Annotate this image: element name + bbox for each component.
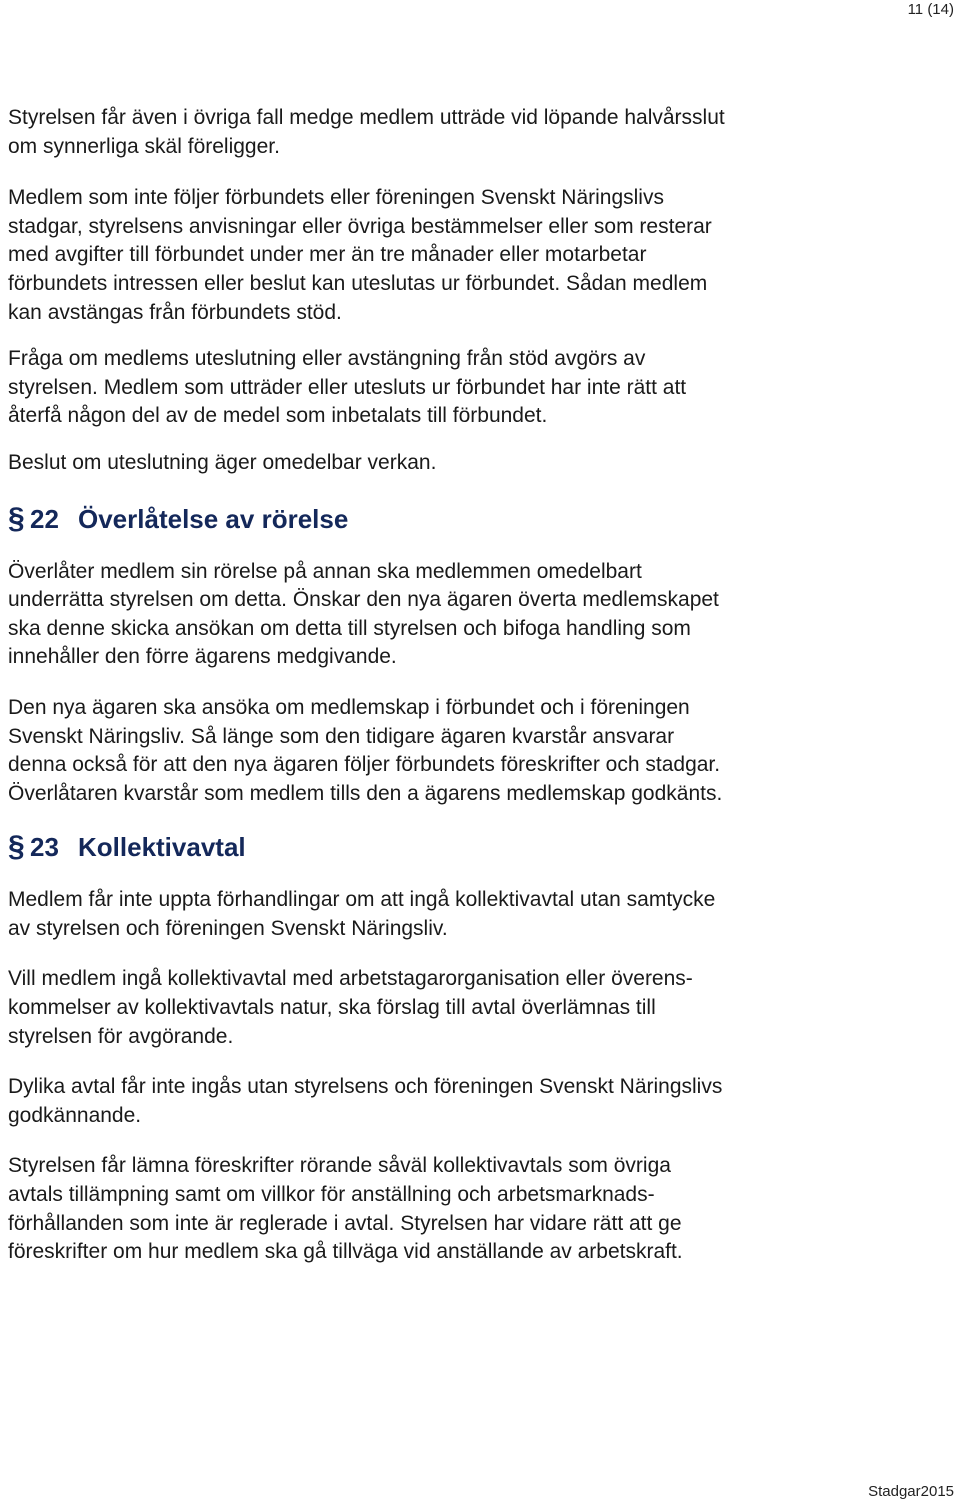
intro-section — [8, 104, 948, 478]
section-heading — [8, 502, 948, 536]
section-number: 23 — [30, 832, 59, 863]
section-number: 22 — [30, 503, 59, 534]
paragraph: Dylika avtal får inte ingås utan styrelsens och föreningen Svenskt Näringslivs godkännande. — [8, 1075, 723, 1127]
paragraph: Den nya ägaren ska ansöka om medlemskap i förbundet och i föreningen Svenskt Näringsliv. Så länge som den tidigare ägaren kvarstår ansvarar denna också för att den nya ägaren följer förbundets föreskrifter och stadgar. Överlåtaren kvarstår som medlem tills den a ägarens medlemskap godkänts. — [8, 695, 723, 805]
section-title: Kollektivavtal — [78, 832, 246, 863]
footer-label: Stadgar2015 — [868, 1483, 954, 1500]
paragraph: Styrelsen får lämna föreskrifter rörande såväl kollektivavtals som övriga avtals tillämpning samt om villkor för anställning och arbetsmarknads- förhållanden som inte är reglerade i avtal. Styrelsen har vidare rätt att ge föreskrifter om hur medlem ska gå tillväga vid anställande av arbetskraft. — [8, 1154, 683, 1264]
section-23 — [8, 830, 948, 1267]
page-number: 11 (14) — [907, 1, 954, 18]
paragraph: Styrelsen får även i övriga fall medge medlem utträde vid löpande halvårsslut om synnerliga skäl föreligger. — [8, 106, 725, 158]
paragraph: Medlem får inte uppta förhandlingar om att ingå kollektivavtal utan samtycke av styrelsen och föreningen Svenskt Näringsliv. — [8, 888, 716, 940]
paragraph: Beslut om uteslutning äger omedelbar verkan. — [8, 450, 437, 474]
paragraph: Fråga om medlems uteslutning eller avstängning från stöd avgörs av styrelsen. Medlem som utträder eller utesluts ur förbundet har inte rätt att återfå någon del av de medel som inbetalats till förbundet. — [8, 347, 687, 428]
section-heading — [8, 830, 948, 864]
document-body — [8, 104, 948, 1289]
section-symbol: § — [8, 830, 25, 864]
paragraph: Medlem som inte följer förbundets eller föreningen Svenskt Näringslivs stadgar, styrelsens anvisningar eller övriga bestämmelser eller som resterar med avgifter till förbundet under mer än tre månader eller motarbetar förbundets intressen eller beslut kan uteslutas ur förbundet. Sådan medlem kan avstängas från förbundets stöd. — [8, 186, 712, 324]
section-22 — [8, 502, 948, 809]
section-title: Överlåtelse av rörelse — [78, 503, 349, 534]
paragraph: Överlåter medlem sin rörelse på annan ska medlemmen omedelbart underrätta styrelsen om detta. Önskar den nya ägaren överta medlemskapet ska denne skicka ansökan om detta till styrelsen och bifoga handling som innehåller den förre ägarens medgivande. — [8, 559, 719, 669]
paragraph: Vill medlem ingå kollektivavtal med arbetstagarorganisation eller överens- kommelser av kollektivavtals natur, ska förslag till avtal överlämnas till styrelsen för avgörande. — [8, 967, 693, 1048]
section-symbol: § — [8, 501, 25, 535]
